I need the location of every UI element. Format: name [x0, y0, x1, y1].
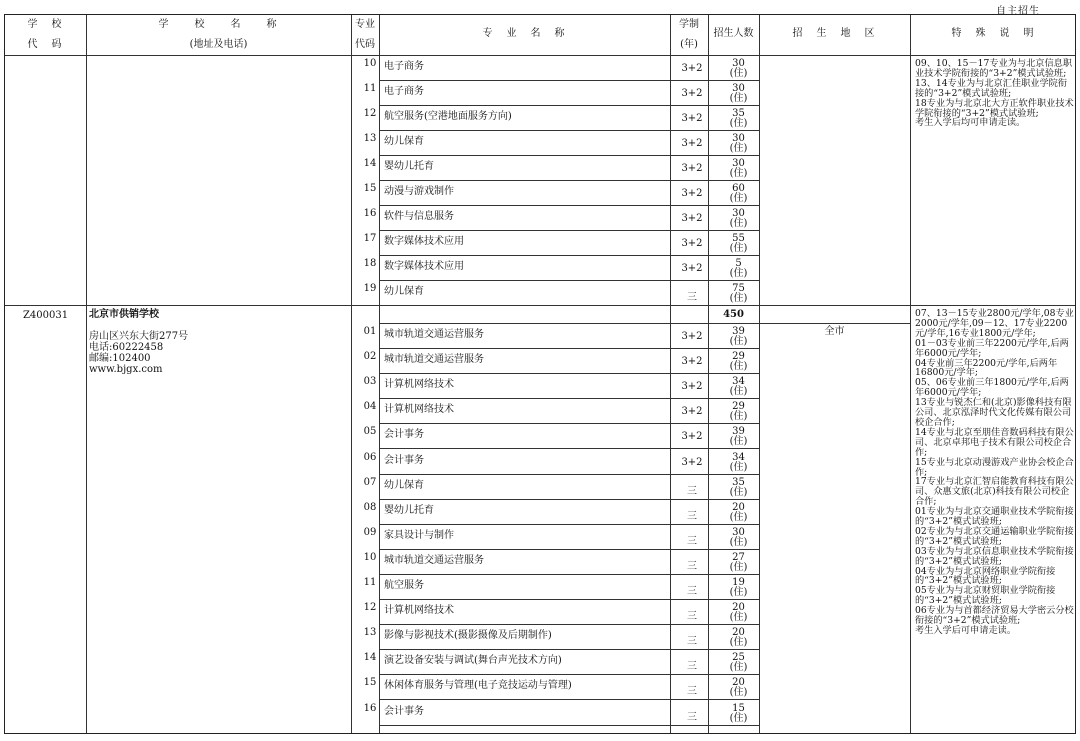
table-row: [5, 499, 910, 524]
duration: 三: [687, 292, 697, 303]
enroll-unit: (住): [729, 243, 748, 254]
major-code: 15: [363, 183, 377, 194]
major-name: 航空服务(空港地面服务方向): [384, 111, 512, 122]
enroll-number: 30: [732, 58, 745, 69]
school-name: 北京市供销学校: [89, 309, 159, 320]
enroll-unit: (住): [729, 536, 748, 548]
enroll-count: [714, 603, 763, 623]
enroll-number: 15: [732, 702, 745, 714]
school-code: Z400031: [22, 310, 69, 321]
enroll-count: [714, 109, 763, 129]
major-name: 城市轨道交通运营服务: [384, 354, 484, 366]
school-phone: 电话:60222458: [89, 342, 164, 353]
duration: 3+2: [681, 238, 703, 249]
header-notes: 特 殊 说 明: [951, 28, 1036, 39]
header-major-code: 专业 代码: [355, 19, 375, 50]
enroll-count: [714, 528, 763, 548]
major-name: 休闲体育服务与管理(电子竞技运动与管理): [384, 680, 572, 692]
table-row: [5, 205, 910, 230]
enroll-number: 39: [732, 426, 745, 438]
duration: 3+2: [681, 431, 703, 443]
col-divider: [910, 15, 911, 733]
header-duration: 学制 (年): [679, 19, 699, 50]
major-name: 幼儿保育: [384, 136, 424, 147]
row-divider: [379, 725, 759, 726]
major-code: 12: [363, 602, 377, 614]
major-code: 10: [363, 551, 377, 563]
school-address: 房山区兴东大街277号: [89, 331, 189, 342]
enroll-unit: (住): [729, 411, 748, 423]
enroll-number: 19: [732, 577, 745, 588]
major-name: 计算机网络技术: [384, 605, 454, 617]
major-name: 演艺设备安装与调试(舞台声光技术方向): [384, 655, 562, 667]
major-name: 家具设计与制作: [384, 529, 454, 541]
table-row: [5, 373, 910, 398]
duration: 3+2: [681, 63, 703, 74]
enroll-count: [714, 704, 763, 724]
major-code: 11: [363, 83, 377, 94]
major-name: 影像与影视技术(摄影摄像及后期制作): [384, 630, 552, 642]
enroll-number: 30: [732, 83, 745, 94]
major-code: 03: [363, 376, 377, 388]
duration: 三: [687, 686, 697, 698]
header-major-name: 专 业 名 称: [482, 28, 567, 39]
major-code: 10: [363, 58, 377, 69]
enroll-number: 20: [732, 677, 745, 689]
enroll-unit: (住): [729, 436, 748, 448]
duration: 三: [687, 661, 697, 673]
enroll-unit: (住): [729, 143, 748, 154]
enroll-number: 30: [732, 208, 745, 219]
table-row: [5, 255, 910, 280]
major-code: 06: [363, 451, 377, 463]
major-code: 14: [363, 652, 377, 664]
enroll-number: 34: [732, 451, 745, 463]
major-code: 05: [363, 426, 377, 438]
enroll-count: [714, 628, 763, 648]
duration: 3+2: [681, 113, 703, 124]
major-name: 数字媒体技术应用: [384, 236, 464, 247]
enroll-number: 27: [732, 551, 745, 563]
enroll-number: 55: [732, 233, 745, 244]
enroll-unit: (住): [729, 168, 748, 179]
duration: 三: [687, 560, 697, 572]
enroll-unit: (住): [729, 268, 748, 279]
enroll-number: 20: [732, 627, 745, 639]
duration: 三: [687, 586, 697, 597]
school-total: 450: [723, 309, 744, 320]
major-name: 会计事务: [384, 705, 424, 717]
enroll-number: 34: [732, 376, 745, 388]
enroll-number: 30: [732, 158, 745, 169]
table-row: [5, 130, 910, 155]
duration: 3+2: [681, 263, 703, 274]
table-row: [5, 674, 910, 699]
enroll-number: 60: [732, 183, 745, 194]
duration: 3+2: [681, 163, 703, 174]
table-row: [5, 449, 910, 474]
table-row: [5, 700, 910, 725]
major-code: 15: [363, 677, 377, 689]
enroll-unit: (住): [729, 461, 748, 473]
duration: 3+2: [681, 88, 703, 99]
enroll-unit: (住): [729, 561, 748, 573]
major-name: 数字媒体技术应用: [384, 261, 464, 272]
enroll-unit: (住): [729, 361, 748, 373]
major-code: 07: [363, 476, 377, 488]
duration: 三: [687, 485, 697, 497]
school-zip: 邮编:102400: [89, 353, 151, 364]
major-code: 17: [363, 233, 377, 244]
enroll-number: 29: [732, 401, 745, 413]
enroll-number: 30: [732, 133, 745, 144]
major-code: 19: [363, 283, 377, 294]
enroll-unit: (住): [729, 612, 748, 624]
enroll-unit: (住): [729, 587, 748, 598]
lower-special-note: 07、13－15专业2800元/学年,08专业2000元/学年,09－12、17专业2200元/学年,16专业1800元/学年; 01－03专业前三年2200元/学年,后两年6000元/学年; 04专业前三年2200元/学年,后两年16800元/学年; 05、06专业前三年1800元/学年,后两年6000元/学年; 13专业与锐杰仁和(北京)影像科技有限公司、北京泓泽时代文化传媒有限公司校企合作; 14专业与北京至朋佳音数码科技有限公司、北京卓邦电子技术有限公司校企合作; 15专业与北京动漫游戏产业协会校企合作; 17专业与北京汇智启能教育科技有限公司、众惠文旅(北京)科技有限公司校企合作; 01专业为与北京交通职业技术学院衔接的“3+2”模式试验班; 02专业为与北京交通运输职业学院衔接的“3+2”模式试验班; 03专业为与北京信息职业技术学院衔接的“3+2”模式试验班; 04专业为与北京网络职业学院衔接的“3+2”模式试验班; 05专业为与北京财贸职业学院衔接的“3+2”模式试验班; 06专业为与首都经济贸易大学密云分校衔接的“3+2”模式试验班; 考生入学后可申请走读。: [915, 308, 1074, 636]
table-row: [5, 624, 910, 649]
enroll-count: [714, 503, 763, 523]
duration: 三: [687, 611, 697, 623]
enroll-number: 35: [732, 476, 745, 488]
table-row: [5, 574, 910, 599]
enroll-count: [714, 427, 763, 447]
major-code: 14: [363, 158, 377, 169]
major-code: 13: [363, 133, 377, 144]
enroll-number: 20: [732, 602, 745, 614]
enrollment-table: [4, 14, 1076, 734]
table-row: [5, 180, 910, 205]
table-row: [5, 55, 910, 80]
enroll-count: [714, 259, 763, 279]
major-name: 城市轨道交通运营服务: [384, 554, 484, 566]
table-row: [5, 105, 910, 130]
duration: 3+2: [681, 138, 703, 149]
duration: 三: [687, 535, 697, 547]
major-code: 16: [363, 208, 377, 219]
major-code: 13: [363, 627, 377, 639]
header-region: 招 生 地 区: [792, 28, 877, 39]
enroll-count: [714, 134, 763, 154]
duration: 三: [687, 636, 697, 648]
duration: 3+2: [681, 213, 703, 224]
enroll-count: [714, 453, 763, 473]
major-name: 会计事务: [384, 454, 424, 466]
enroll-unit: (住): [729, 687, 748, 699]
table-row: [5, 398, 910, 423]
major-code: 11: [363, 577, 377, 588]
enroll-unit: (住): [729, 93, 748, 104]
major-code: 12: [363, 108, 377, 119]
enroll-unit: (住): [729, 68, 748, 79]
enroll-unit: (住): [729, 511, 748, 523]
enroll-unit: (住): [729, 293, 748, 304]
enroll-count: [714, 284, 763, 304]
enroll-count: [714, 327, 763, 347]
major-name: 城市轨道交通运营服务: [384, 329, 484, 340]
enroll-count: [714, 184, 763, 204]
enroll-unit: (住): [729, 118, 748, 129]
major-code: 16: [363, 702, 377, 714]
enroll-number: 25: [732, 652, 745, 664]
duration: 三: [687, 510, 697, 522]
table-row: [5, 230, 910, 255]
table-row: [5, 80, 910, 105]
enroll-count: [714, 377, 763, 397]
row-divider: [379, 305, 759, 306]
enroll-unit: (住): [729, 193, 748, 204]
table-row: [5, 474, 910, 499]
enroll-unit: (住): [729, 662, 748, 674]
major-name: 航空服务: [384, 580, 424, 591]
duration: 3+2: [681, 331, 703, 342]
duration: 3+2: [681, 456, 703, 468]
enroll-count: [714, 402, 763, 422]
table-row: [5, 280, 910, 305]
major-name: 计算机网络技术: [384, 404, 454, 416]
major-code: 02: [363, 351, 377, 363]
enroll-count: [714, 478, 763, 498]
enroll-count: [714, 678, 763, 698]
duration: 3+2: [681, 356, 703, 368]
table-row: [5, 323, 910, 348]
enroll-number: 29: [732, 351, 745, 363]
header-school-name: 学 校 名 称 (地址及电话): [158, 19, 279, 50]
upper-special-note: 09、10、15－17专业为与北京信息职业技术学院衔接的“3+2”模式试验班; 13、14专业为与北京汇佳职业学院衔接的“3+2”模式试验班; 18专业为与北京北大方正软件职业技术学院衔接的“3+2”模式试验班; 考生入学后均可申请走读。: [915, 58, 1074, 129]
enroll-number: 39: [732, 326, 745, 337]
table-row: [5, 155, 910, 180]
major-name: 电子商务: [384, 61, 424, 72]
school-website[interactable]: www.bjgx.com: [89, 364, 163, 375]
table-row: [5, 549, 910, 574]
enroll-number: 20: [732, 501, 745, 513]
enroll-number: 5: [735, 258, 742, 269]
enroll-number: 75: [732, 283, 745, 294]
enroll-number: 30: [732, 526, 745, 538]
table-row: [5, 348, 910, 373]
enroll-count: [714, 59, 763, 79]
major-name: 幼儿保育: [384, 479, 424, 491]
duration: 3+2: [681, 188, 703, 199]
enroll-unit: (住): [729, 218, 748, 229]
enroll-count: [714, 352, 763, 372]
enroll-count: [714, 209, 763, 229]
major-name: 幼儿保育: [384, 286, 424, 297]
table-row: [5, 423, 910, 448]
major-name: 软件与信息服务: [384, 211, 454, 222]
major-name: 会计事务: [384, 429, 424, 441]
table-row: [5, 649, 910, 674]
major-name: 婴幼儿托育: [384, 504, 434, 516]
enroll-unit: (住): [729, 386, 748, 398]
major-code: 18: [363, 258, 377, 269]
enroll-unit: (住): [729, 336, 748, 347]
school-region: 全市: [824, 326, 845, 337]
enroll-count: [714, 653, 763, 673]
enroll-unit: (住): [729, 486, 748, 498]
enroll-count: [714, 159, 763, 179]
enroll-unit: (住): [729, 637, 748, 649]
enroll-number: 35: [732, 108, 745, 119]
major-name: 婴幼儿托育: [384, 161, 434, 172]
table-row: [5, 524, 910, 549]
major-code: 09: [363, 526, 377, 538]
enroll-count: [714, 578, 763, 598]
enroll-count: [714, 84, 763, 104]
header-enroll: 招生人数: [713, 28, 754, 39]
page-caption: 自主招生: [996, 6, 1040, 17]
enroll-unit: (住): [729, 712, 748, 724]
major-name: 计算机网络技术: [384, 379, 454, 391]
header-school-code: 学 校 代 码: [27, 19, 64, 50]
duration: 3+2: [681, 381, 703, 393]
enroll-count: [714, 234, 763, 254]
duration: 3+2: [681, 406, 703, 418]
major-code: 01: [363, 326, 377, 337]
major-name: 电子商务: [384, 86, 424, 97]
major-code: 08: [363, 501, 377, 513]
duration: 三: [687, 711, 697, 723]
major-code: 04: [363, 401, 377, 413]
major-name: 动漫与游戏制作: [384, 186, 454, 197]
table-row: [5, 599, 910, 624]
enroll-count: [714, 553, 763, 573]
